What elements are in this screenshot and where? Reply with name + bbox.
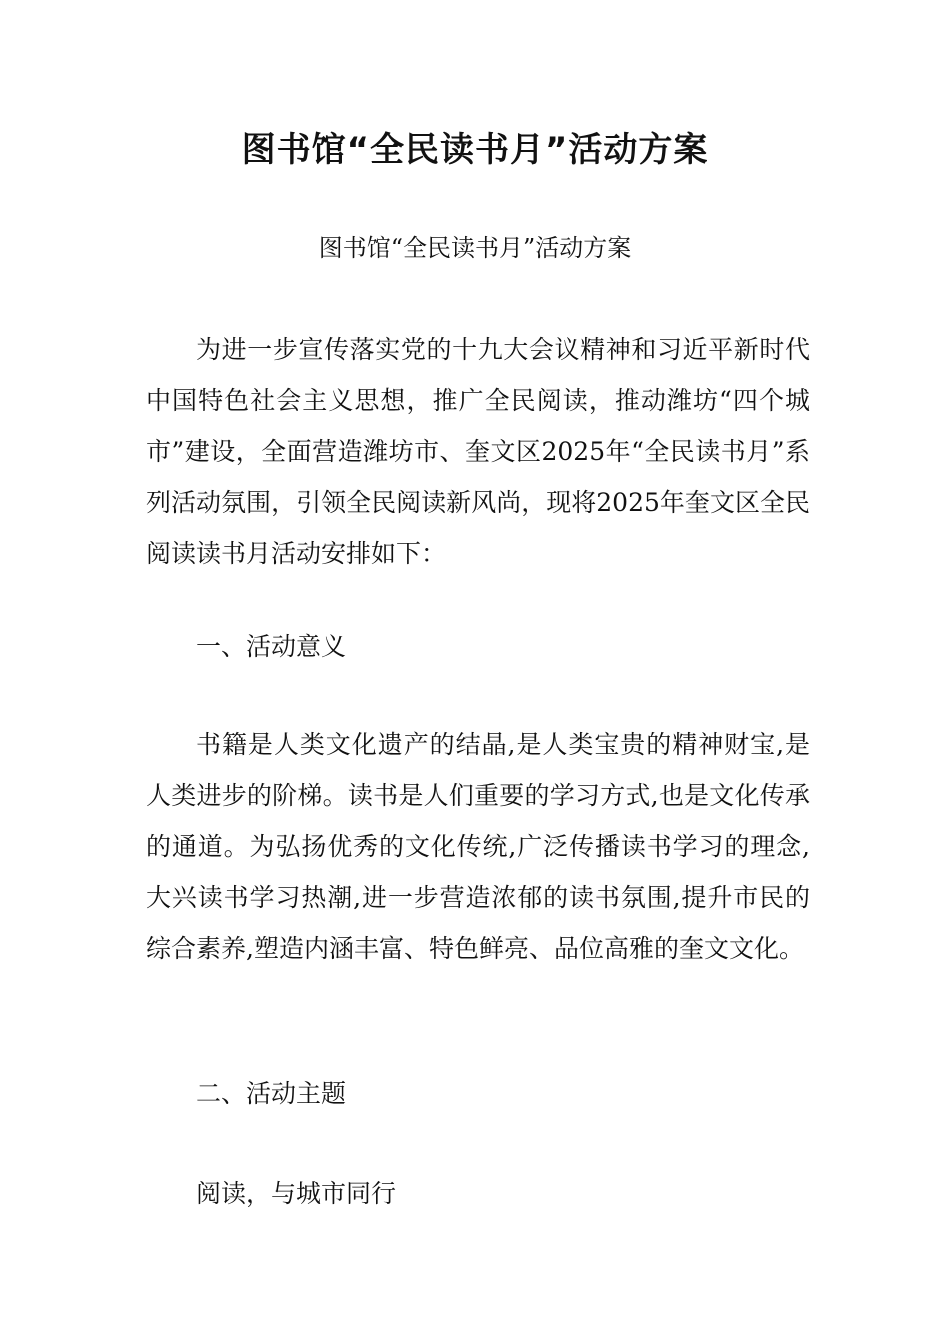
section-heading-theme: 二、活动主题	[196, 1079, 347, 1108]
section-body-significance: 书籍是人类文化遗产的结晶,是人类宝贵的精神财宝,是人类进步的阶梯。读书是人们重要的学习方式,也是文化传承的通道。为弘扬优秀的文化传统,广泛传播读书学习的理念,大兴读书学习热潮,进一步营造浓郁的读书氛围,提升市民的综合素养,塑造内涵丰富、特色鲜亮、品位高雅的奎文文化。	[146, 730, 810, 963]
intro-paragraph: 为进一步宣传落实党的十九大会议精神和习近平新时代中国特色社会主义思想，推广全民阅读，推动潍坊“四个城市”建设，全面营造潍坊市、奎文区2025年“全民读书月”系列活动氛围，引领全民阅读新风尚，现将2025年奎文区全民阅读读书月活动安排如下：	[146, 335, 810, 568]
document-subtitle: 图书馆“全民读书月”活动方案	[318, 234, 632, 262]
section-body-theme: 阅读，与城市同行	[196, 1179, 397, 1208]
section-heading-significance: 一、活动意义	[196, 632, 347, 661]
document-title: 图书馆“全民读书月”活动方案	[241, 130, 709, 170]
